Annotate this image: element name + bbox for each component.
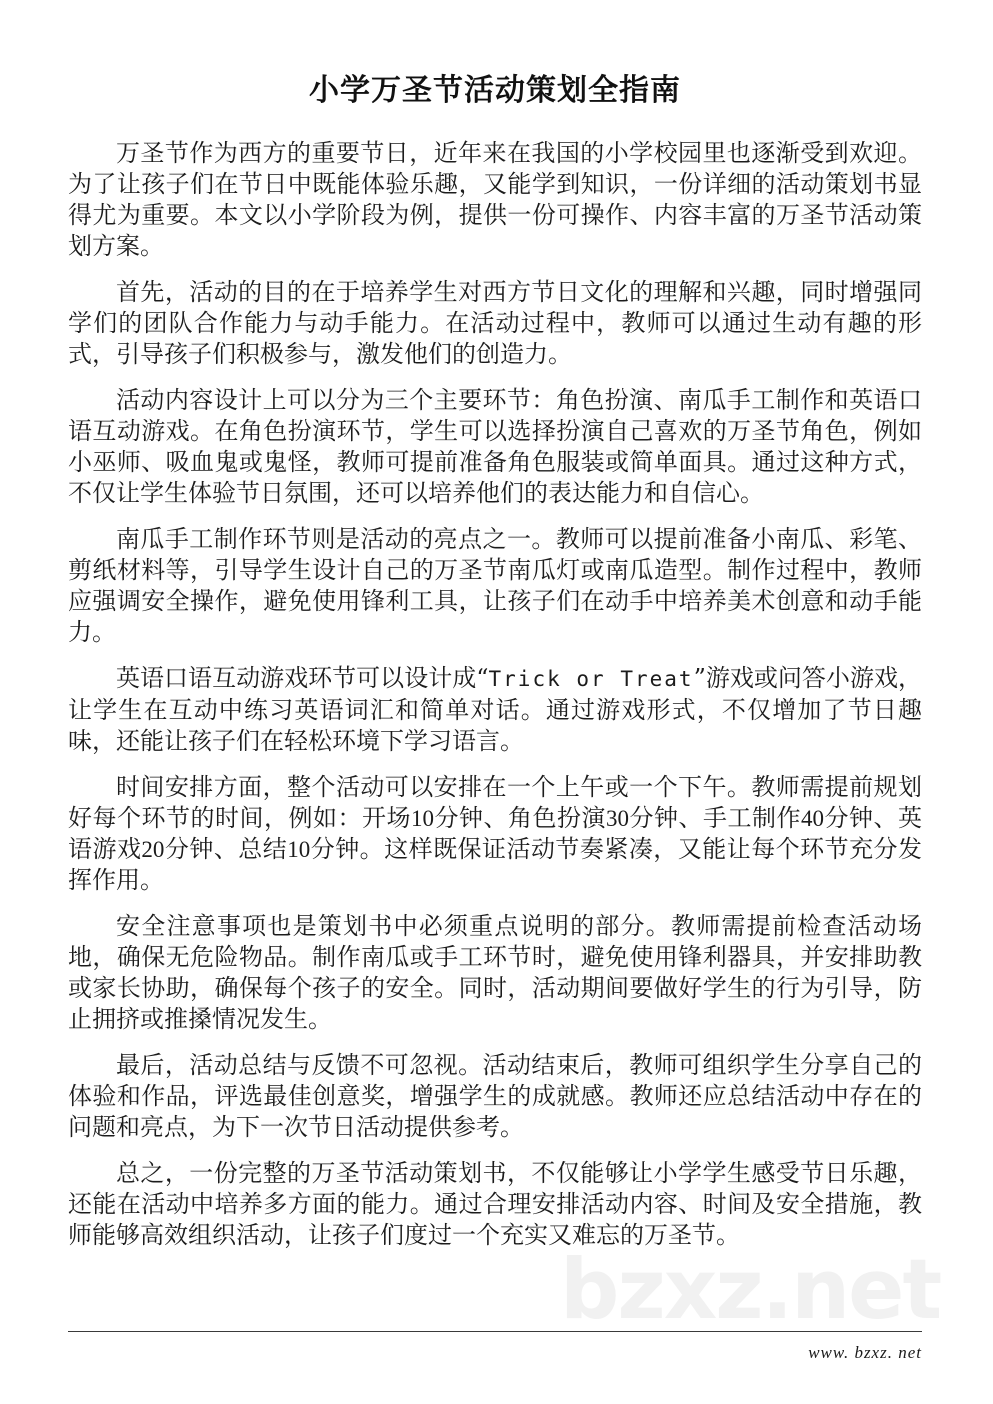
paragraph-english-game — [68, 663, 922, 757]
footer-url: www. bzxz. net — [808, 1343, 922, 1362]
schedule-text-3: 分钟、手工制作 — [629, 803, 801, 832]
schedule-text-5: 分钟、总结 — [164, 834, 288, 863]
paragraph-english-game-prefix: 英语口语互动游戏环节可以设计成“ — [116, 663, 489, 692]
schedule-text-1: 时间安排方面，整个活动可以安排在一个上午或一个下午。教师需提前规划好每个环节的时间，例如：开场 — [68, 772, 922, 832]
paragraph-pumpkin-craft: 南瓜手工制作环节则是活动的亮点之一。教师可以提前准备小南瓜、彩笔、剪纸材料等，引导学生设计自己的万圣节南瓜灯或南瓜造型。制作过程中，教师应强调安全操作，避免使用锋利工具，让孩子们在动手中培养美术创意和动手能力。 — [68, 524, 922, 646]
schedule-text-2: 分钟、角色扮演 — [434, 803, 606, 832]
schedule-minutes-english: 20 — [141, 836, 165, 862]
footer-divider — [68, 1331, 922, 1332]
schedule-text-6: 分钟。这样既保证活动节奏紧凑，又能让每个环节充分发挥作用。 — [68, 834, 923, 894]
paragraph-review: 最后，活动总结与反馈不可忽视。活动结束后，教师可组织学生分享自己的体验和作品，评选最佳创意奖，增强学生的成就感。教师还应总结活动中存在的问题和亮点，为下一次节日活动提供参考。 — [68, 1050, 922, 1141]
schedule-minutes-roleplay: 30 — [606, 805, 629, 831]
paragraph-conclusion: 总之，一份完整的万圣节活动策划书，不仅能够让小学学生感受节日乐趣，还能在活动中培养多方面的能力。通过合理安排活动内容、时间及安全措施，教师能够高效组织活动，让孩子们度过一个充实又难忘的万圣节。 — [68, 1158, 922, 1249]
paragraph-english-game-phrase: Trick or Treat — [488, 666, 694, 691]
paragraph-intro: 万圣节作为西方的重要节日，近年来在我国的小学校园里也逐渐受到欢迎。为了让孩子们在节日中既能体验乐趣，又能学到知识，一份详细的活动策划书显得尤为重要。本文以小学阶段为例，提供一份可操作、内容丰富的万圣节活动策划方案。 — [68, 138, 922, 260]
paragraph-english-game-suffix: ”游戏或问答小游戏，让学生在互动中练习英语词汇和简单对话。通过游戏形式，不仅增加了节日趣味，还能让孩子们在轻松环境下学习语言。 — [68, 663, 922, 755]
watermark-bzxz: bzxz.net — [560, 1241, 941, 1338]
schedule-minutes-opening: 10 — [411, 805, 434, 831]
paragraph-objectives: 首先，活动的目的在于培养学生对西方节日文化的理解和兴趣，同时增强同学们的团队合作能力与动手能力。在活动过程中，教师可以通过生动有趣的形式，引导孩子们积极参与，激发他们的创造力。 — [68, 277, 922, 368]
paragraph-schedule — [68, 772, 922, 896]
schedule-minutes-craft: 40 — [801, 805, 824, 831]
schedule-minutes-summary: 10 — [287, 836, 311, 862]
schedule-text-4: 分钟、英语游戏 — [68, 803, 922, 863]
page-title: 小学万圣节活动策划全指南 — [309, 73, 681, 108]
document-content — [68, 0, 922, 1251]
body-text — [68, 138, 922, 1251]
paragraph-content-design: 活动内容设计上可以分为三个主要环节：角色扮演、南瓜手工制作和英语口语互动游戏。在角色扮演环节，学生可以选择扮演自己喜欢的万圣节角色，例如小巫师、吸血鬼或鬼怪，教师可提前准备角色服装或简单面具。通过这种方式，不仅让学生体验节日氛围，还可以培养他们的表达能力和自信心。 — [68, 385, 922, 507]
paragraph-safety: 安全注意事项也是策划书中必须重点说明的部分。教师需提前检查活动场地，确保无危险物品。制作南瓜或手工环节时，避免使用锋利器具，并安排助教或家长协助，确保每个孩子的安全。同时，活动期间要做好学生的行为引导，防止拥挤或推搡情况发生。 — [68, 911, 922, 1033]
